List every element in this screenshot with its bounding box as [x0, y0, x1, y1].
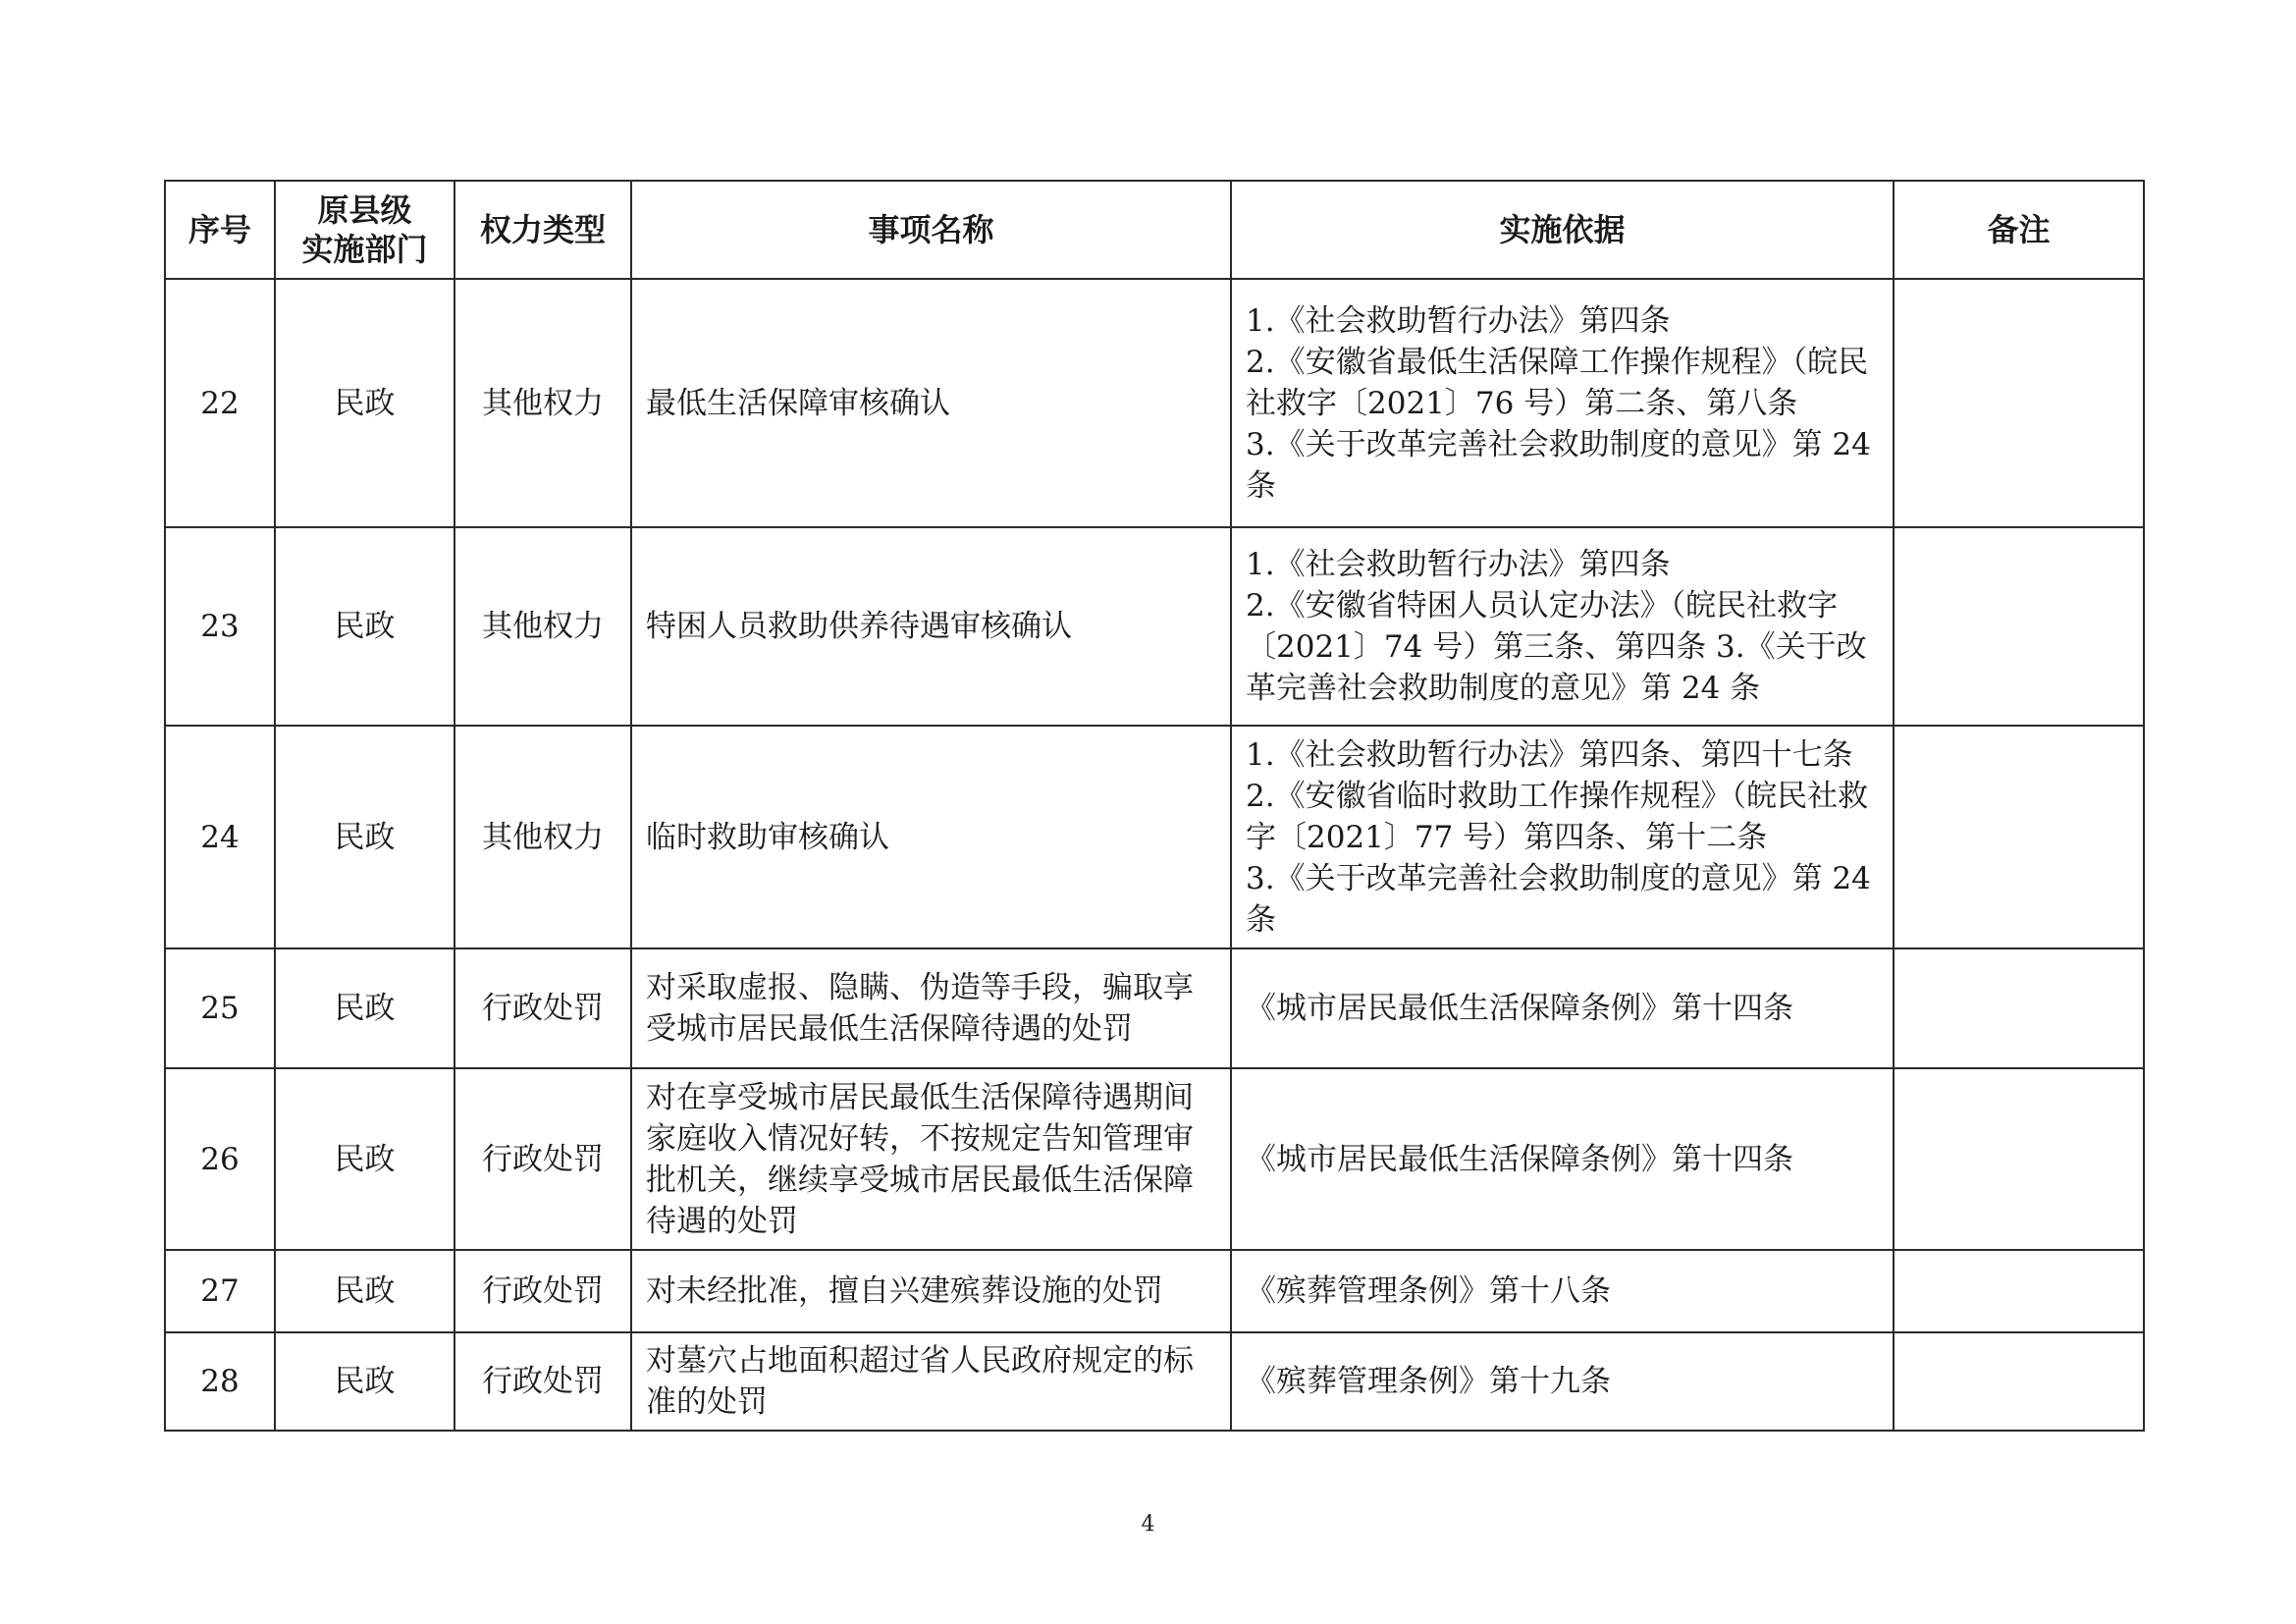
row-basis — [1231, 527, 1894, 726]
header-basis: 实施依据 — [1231, 181, 1894, 279]
row-remarks — [1894, 948, 2144, 1068]
row-serial: 22 — [165, 279, 275, 527]
power-list-table — [164, 180, 2145, 1432]
header-item-name: 事项名称 — [631, 181, 1231, 279]
header-serial: 序号 — [165, 181, 275, 279]
row-remarks — [1894, 1250, 2144, 1332]
row-power-type: 行政处罚 — [454, 1068, 631, 1250]
row-basis — [1231, 1250, 1894, 1332]
row-department: 民政 — [275, 1250, 454, 1332]
basis-line: 1.《社会救助暂行办法》第四条 — [1246, 547, 1671, 582]
row-power-type: 其他权力 — [454, 527, 631, 726]
row-basis — [1231, 1332, 1894, 1431]
basis-line: 1.《社会救助暂行办法》第四条 — [1246, 302, 1671, 339]
row-serial: 27 — [165, 1250, 275, 1332]
row-basis — [1231, 279, 1894, 527]
row-basis — [1231, 948, 1894, 1068]
page-number: 4 — [1141, 1512, 1155, 1537]
table-row — [165, 1250, 2144, 1332]
row-power-type: 其他权力 — [454, 726, 631, 948]
row-item-name: 对未经批准，擅自兴建殡葬设施的处罚 — [631, 1250, 1231, 1332]
table-row — [165, 1068, 2144, 1250]
basis-line: 2.《安徽省最低生活保障工作操作规程》（皖民社救字〔2021〕76 号）第二条、第八条 — [1246, 344, 1869, 421]
row-basis — [1231, 726, 1894, 948]
row-department: 民政 — [275, 527, 454, 726]
row-serial: 28 — [165, 1332, 275, 1431]
row-basis — [1231, 1068, 1894, 1250]
row-item-name: 对墓穴占地面积超过省人民政府规定的标准的处罚 — [631, 1332, 1231, 1431]
row-serial: 23 — [165, 527, 275, 726]
row-department: 民政 — [275, 1332, 454, 1431]
row-remarks — [1894, 1068, 2144, 1250]
basis-line: 3.《关于改革完善社会救助制度的意见》第 24 条 — [1246, 426, 1871, 504]
basis-line: 《城市居民最低生活保障条例》第十四条 — [1246, 991, 1793, 1026]
row-serial: 25 — [165, 948, 275, 1068]
row-department: 民政 — [275, 1068, 454, 1250]
row-item-name: 对在享受城市居民最低生活保障待遇期间家庭收入情况好转，不按规定告知管理审批机关，继续享受城市居民最低生活保障待遇的处罚 — [631, 1068, 1231, 1250]
row-item-name: 对采取虚报、隐瞒、伪造等手段，骗取享受城市居民最低生活保障待遇的处罚 — [631, 948, 1231, 1068]
basis-line: 1.《社会救助暂行办法》第四条、第四十七条 — [1246, 736, 1853, 773]
row-serial: 26 — [165, 1068, 275, 1250]
basis-line: 《殡葬管理条例》第十八条 — [1246, 1273, 1611, 1309]
header-department — [275, 181, 454, 279]
basis-line: 《城市居民最低生活保障条例》第十四条 — [1246, 1141, 1793, 1177]
row-department: 民政 — [275, 948, 454, 1068]
header-remarks: 备注 — [1894, 181, 2144, 279]
table-row — [165, 1332, 2144, 1431]
row-remarks — [1894, 726, 2144, 948]
basis-line: 《殡葬管理条例》第十九条 — [1246, 1364, 1611, 1399]
row-item-name: 特困人员救助供养待遇审核确认 — [631, 527, 1231, 726]
row-department: 民政 — [275, 726, 454, 948]
row-power-type: 行政处罚 — [454, 948, 631, 1068]
row-item-name: 临时救助审核确认 — [631, 726, 1231, 948]
header-power-type: 权力类型 — [454, 181, 631, 279]
row-remarks — [1894, 1332, 2144, 1431]
table-row — [165, 279, 2144, 527]
table-row — [165, 948, 2144, 1068]
row-power-type: 行政处罚 — [454, 1332, 631, 1431]
table-header-row — [165, 181, 2144, 279]
basis-line: 2.《安徽省特困人员认定办法》（皖民社救字〔2021〕74 号）第三条、第四条 3.《关于改革完善社会救助制度的意见》第 24 条 — [1246, 588, 1867, 706]
basis-line: 2.《安徽省临时救助工作操作规程》（皖民社救字〔2021〕77 号）第四条、第十二条 — [1246, 778, 1869, 855]
header-department-text: 原县级 实施部门 — [301, 191, 428, 268]
row-serial: 24 — [165, 726, 275, 948]
row-remarks — [1894, 279, 2144, 527]
row-remarks — [1894, 527, 2144, 726]
table-row — [165, 726, 2144, 948]
row-power-type: 其他权力 — [454, 279, 631, 527]
row-power-type: 行政处罚 — [454, 1250, 631, 1332]
table-row — [165, 527, 2144, 726]
basis-line: 3.《关于改革完善社会救助制度的意见》第 24 条 — [1246, 860, 1871, 938]
row-department: 民政 — [275, 279, 454, 527]
row-item-name: 最低生活保障审核确认 — [631, 279, 1231, 527]
